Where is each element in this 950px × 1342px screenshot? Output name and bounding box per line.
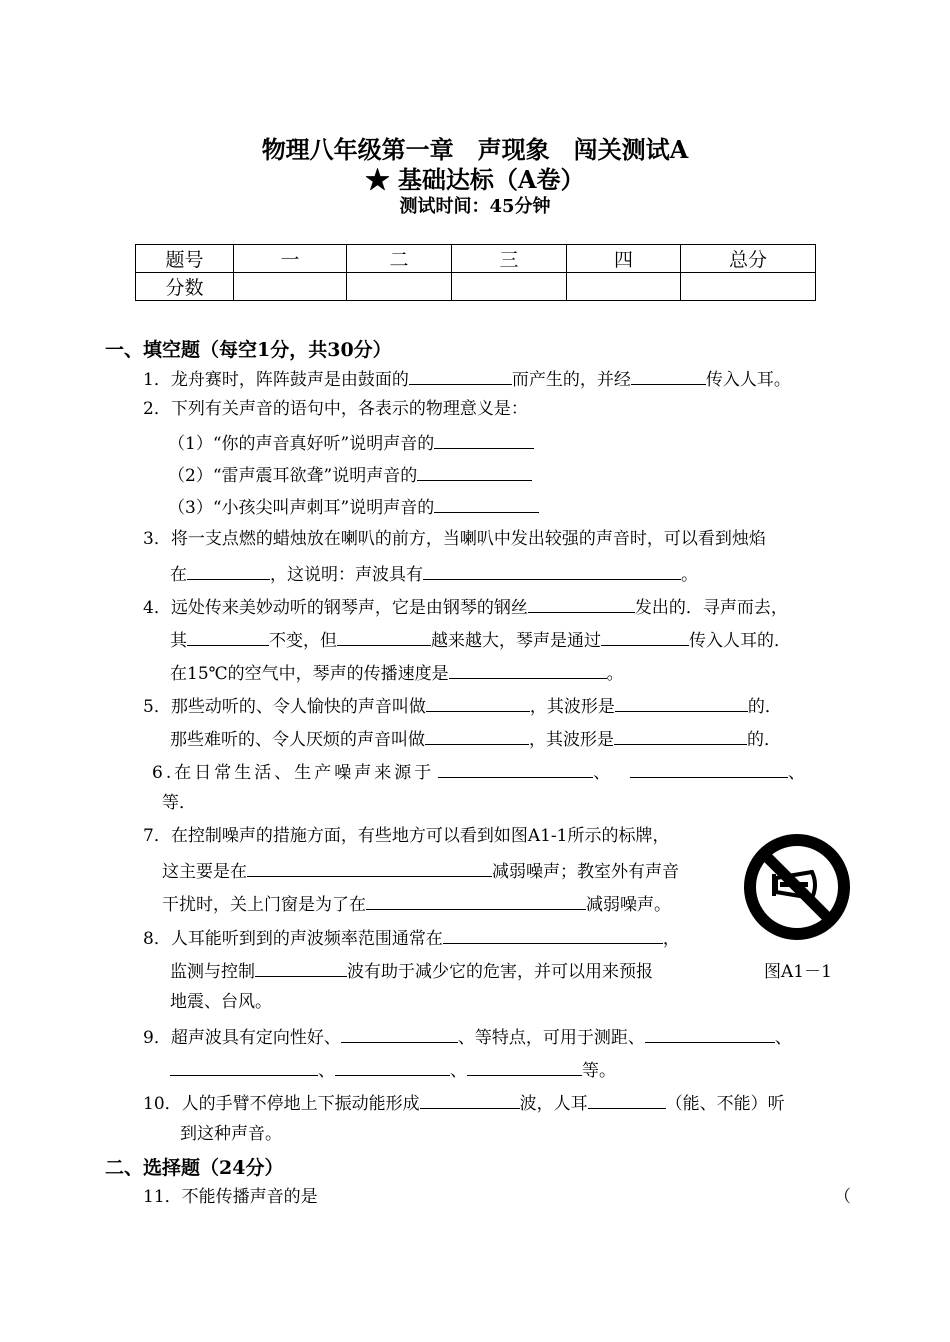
table-cell: 题号 [136,245,234,273]
question-8: 8．人耳能听到到的声波频率范围通常在 ， [143,925,680,950]
question-9-cont: 、 、 等。 [170,1057,616,1082]
question-4: 4．远处传来美妙动听的钢琴声，它是由钢琴的钢丝 发出的．寻声而去， [143,594,788,619]
question-9: 9．超声波具有定向性好、 、等特点，可用于测距、 、 [143,1024,792,1049]
answer-paren: （ [834,1187,851,1207]
question-6: 6.在日常生活、生产噪声来源于 、 、 [152,759,808,784]
answer-blank[interactable] [426,693,530,712]
question-7-cont2: 干扰时，关上门窗是为了在 减弱噪声。 [162,891,671,916]
answer-blank[interactable] [438,759,593,778]
figure-caption: 图A1－1 [764,962,832,982]
answer-blank[interactable] [449,660,607,679]
question-11: 11．不能传播声音的是 [143,1187,318,1207]
answer-blank[interactable] [434,494,539,513]
answer-blank[interactable] [366,891,586,910]
answer-blank[interactable] [335,1057,450,1076]
question-8-cont: 监测与控制 波有助于减少它的危害，并可以用来预报 [170,958,653,983]
question-7-cont: 这主要是在 减弱噪声；教室外有声音 [162,858,679,883]
answer-blank[interactable] [170,1057,318,1076]
answer-blank[interactable] [425,726,529,745]
question-7: 7．在控制噪声的措施方面，有些地方可以看到如图A1-1所示的标牌， [143,826,670,846]
page-title: 物理八年级第一章 声现象 闯关测试A [261,135,689,164]
table-row [136,273,816,301]
test-time: 测试时间：45分钟 [399,196,551,217]
question-2-2: （2）“雷声震耳欲聋”说明声音的 [168,462,532,487]
answer-blank[interactable] [187,561,270,580]
score-table [135,244,816,301]
answer-blank[interactable] [409,366,512,385]
question-10-cont: 到这种声音。 [180,1124,282,1144]
score-input-cell[interactable] [234,273,347,301]
answer-blank[interactable] [247,858,492,877]
question-8-cont2: 地震、台风。 [170,992,272,1012]
question-2-1: （1）“你的声音真好听”说明声音的 [168,430,534,455]
answer-blank[interactable] [528,594,635,613]
table-cell: 四 [567,245,681,273]
answer-blank[interactable] [434,430,534,449]
question-2: 2．下列有关声音的语句中，各表示的物理意义是： [143,399,528,419]
question-6-cont: 等． [162,793,196,813]
answer-blank[interactable] [588,1090,666,1109]
question-4-cont2: 在15℃的空气中，琴声的传播速度是 。 [170,660,624,685]
question-2-3: （3）“小孩尖叫声刺耳”说明声音的 [168,494,539,519]
table-cell: 总分 [681,245,816,273]
section-heading: 一、填空题（每空1分，共30分） [105,339,392,361]
answer-blank[interactable] [645,1024,775,1043]
question-5-cont: 那些难听的、令人厌烦的声音叫做 ，其波形是 的． [170,726,781,751]
question-4-cont: 其 不变，但 越来越大，琴声是通过 传入人耳的． [170,627,791,652]
answer-blank[interactable] [187,627,269,646]
section-heading: 二、选择题（24分） [105,1157,284,1179]
answer-blank[interactable] [423,561,681,580]
question-1: 1．龙舟赛时，阵阵鼓声是由鼓面的 而产生的，并经 传入人耳。 [143,366,791,391]
answer-blank[interactable] [601,627,689,646]
answer-blank[interactable] [255,958,347,977]
table-row [136,245,816,273]
answer-blank[interactable] [630,759,788,778]
answer-blank[interactable] [467,1057,582,1076]
question-3: 3．将一支点燃的蜡烛放在喇叭的前方，当喇叭中发出较强的声音时，可以看到烛焰 [143,529,766,549]
answer-blank[interactable] [341,1024,458,1043]
score-input-cell[interactable] [452,273,567,301]
score-input-cell[interactable] [347,273,452,301]
page-subtitle: ★ 基础达标（A卷） [365,165,585,194]
score-input-cell[interactable] [567,273,681,301]
answer-blank[interactable] [417,462,532,481]
answer-blank[interactable] [443,925,663,944]
question-10: 10．人的手臂不停地上下振动能形成 波，人耳 （能、不能）听 [143,1090,785,1115]
answer-blank[interactable] [614,726,747,745]
answer-blank[interactable] [615,693,748,712]
question-5: 5．那些动听的、令人愉快的声音叫做 ，其波形是 的． [143,693,782,718]
table-cell: 三 [452,245,567,273]
score-input-cell[interactable] [681,273,816,301]
no-horn-sign-icon [742,832,852,942]
table-cell: 一 [234,245,347,273]
answer-blank[interactable] [337,627,431,646]
table-cell: 分数 [136,273,234,301]
answer-blank[interactable] [631,366,706,385]
question-3-cont: 在 ，这说明：声波具有 。 [170,561,698,586]
answer-blank[interactable] [420,1090,520,1109]
table-cell: 二 [347,245,452,273]
